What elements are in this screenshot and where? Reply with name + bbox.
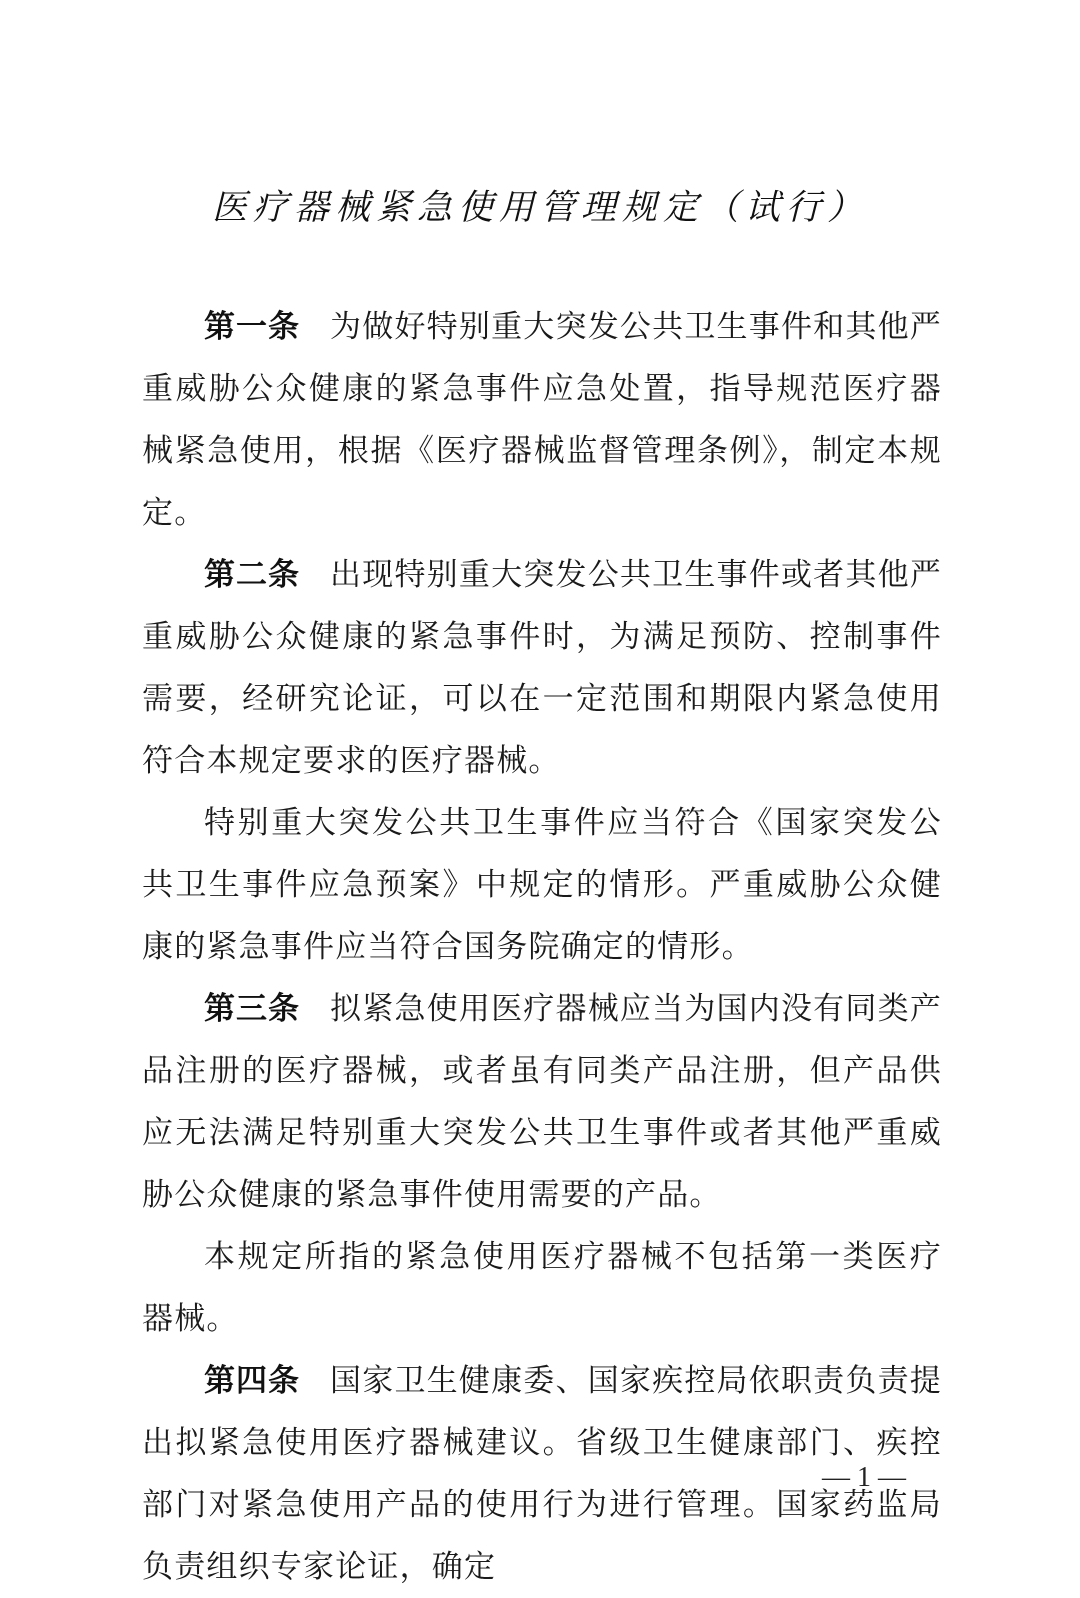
article-text: 国家卫生健康委、国家疾控局依职责负责提出拟紧急使用医疗器械建议。省级卫生健康部门、疾控部门对紧急使用产品的使用行为进行管理。国家药监局负责组织专家论证，确定 (142, 1363, 942, 1585)
article-3-paragraph-2 (142, 1226, 942, 1350)
article-2-paragraph-2 (142, 792, 942, 978)
article-number: 第一条 (204, 309, 301, 345)
page-number: — 1 — (822, 1462, 906, 1493)
article-text: 拟紧急使用医疗器械应当为国内没有同类产品注册的医疗器械，或者虽有同类产品注册，但产品供应无法满足特别重大突发公共卫生事件或者其他严重威胁公众健康的紧急事件使用需要的产品。 (142, 991, 942, 1213)
article-2 (142, 544, 942, 792)
paragraph-text: 特别重大突发公共卫生事件应当符合《国家突发公共卫生事件应急预案》中规定的情形。严重威胁公众健康的紧急事件应当符合国务院确定的情形。 (142, 805, 942, 965)
document-body (142, 296, 942, 1598)
article-number: 第三条 (204, 991, 301, 1027)
article-text: 为做好特别重大突发公共卫生事件和其他严重威胁公众健康的紧急事件应急处置，指导规范医疗器械紧急使用，根据《医疗器械监督管理条例》，制定本规定。 (142, 309, 942, 531)
article-1 (142, 296, 942, 544)
article-3 (142, 978, 942, 1226)
document-title: 医疗器械紧急使用管理规定（试行） (211, 188, 868, 228)
article-number: 第二条 (204, 557, 301, 593)
paragraph-text: 本规定所指的紧急使用医疗器械不包括第一类医疗器械。 (142, 1239, 942, 1337)
article-text: 出现特别重大突发公共卫生事件或者其他严重威胁公众健康的紧急事件时，为满足预防、控制事件需要，经研究论证，可以在一定范围和期限内紧急使用符合本规定要求的医疗器械。 (142, 557, 942, 779)
article-number: 第四条 (204, 1363, 301, 1399)
